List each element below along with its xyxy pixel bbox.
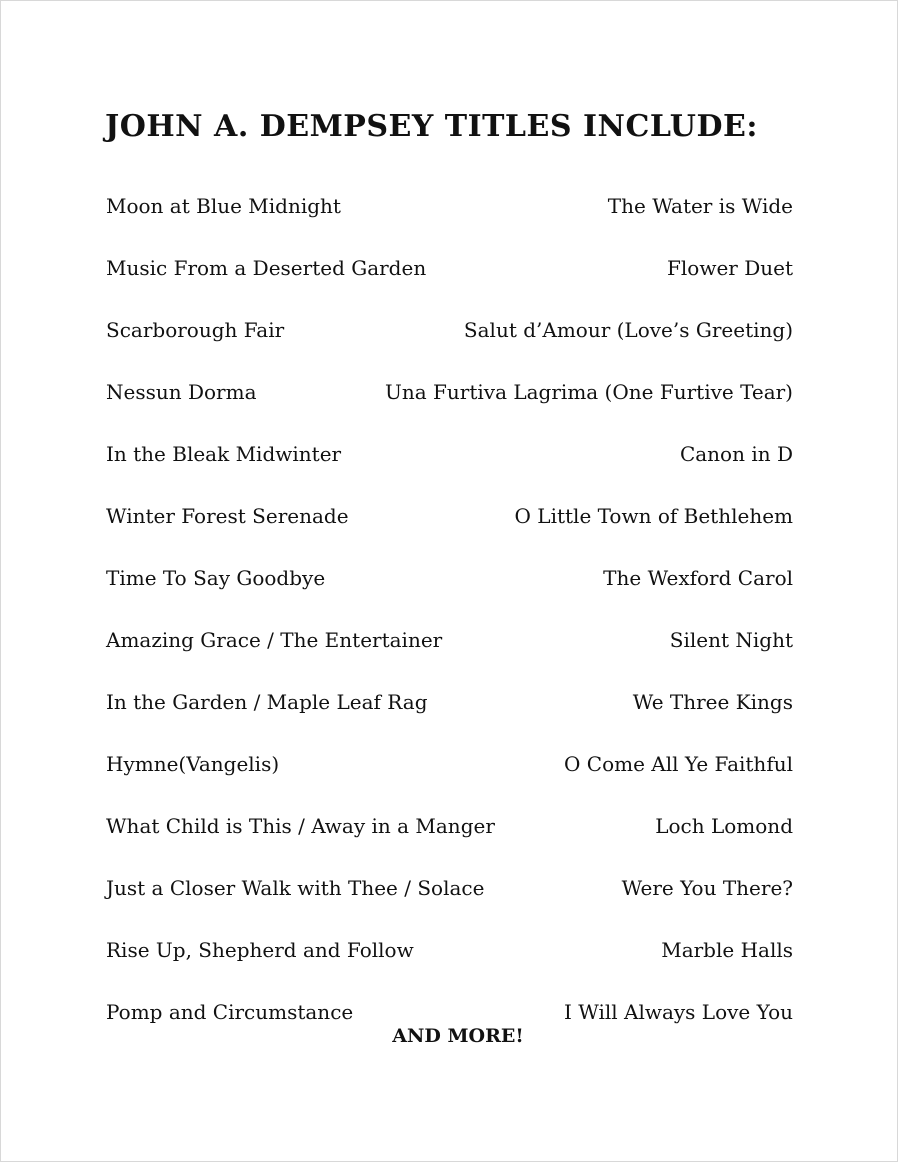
title-row (106, 687, 793, 749)
title-left: Pomp and Circumstance (106, 1000, 354, 1024)
title-left: Moon at Blue Midnight (106, 194, 341, 218)
title-right: Silent Night (669, 628, 793, 652)
title-left: In the Bleak Midwinter (106, 442, 342, 466)
title-left: Scarborough Fair (106, 318, 285, 342)
title-row (106, 191, 793, 253)
title-left: Time To Say Goodbye (106, 566, 326, 590)
title-right: Were You There? (621, 876, 793, 900)
title-right: Una Furtiva Lagrima (One Furtive Tear) (385, 380, 793, 404)
title-right: The Wexford Carol (603, 566, 793, 590)
title-row (106, 749, 793, 811)
title-right: Flower Duet (667, 256, 793, 280)
titles-list (106, 191, 793, 1059)
title-right: O Come All Ye Faithful (564, 752, 793, 776)
title-left: What Child is This / Away in a Manger (106, 814, 495, 838)
title-right: We Three Kings (632, 690, 793, 714)
title-row (106, 811, 793, 873)
title-left: Hymne(Vangelis) (106, 752, 280, 776)
title-row (106, 439, 793, 501)
title-row (106, 315, 793, 377)
title-row (106, 625, 793, 687)
page-title: JOHN A. DEMPSEY TITLES INCLUDE: (105, 109, 758, 144)
title-row (106, 377, 793, 439)
title-row (106, 563, 793, 625)
title-right: I Will Always Love You (563, 1000, 793, 1024)
title-left: Nessun Dorma (106, 380, 257, 404)
and-more-note: AND MORE! (392, 1025, 524, 1047)
title-right: O Little Town of Bethlehem (514, 504, 793, 528)
title-row (106, 253, 793, 315)
title-right: Canon in D (679, 442, 793, 466)
title-left: Winter Forest Serenade (106, 504, 349, 528)
title-row (106, 935, 793, 997)
title-right: The Water is Wide (607, 194, 793, 218)
title-left: In the Garden / Maple Leaf Rag (106, 690, 428, 714)
title-right: Marble Halls (661, 938, 793, 962)
title-row (106, 873, 793, 935)
title-left: Amazing Grace / The Entertainer (106, 628, 443, 652)
title-row (106, 501, 793, 563)
title-right: Loch Lomond (655, 814, 793, 838)
title-left: Rise Up, Shepherd and Follow (106, 938, 414, 962)
title-left: Music From a Deserted Garden (106, 256, 427, 280)
title-right: Salut d’Amour (Love’s Greeting) (463, 318, 793, 342)
title-left: Just a Closer Walk with Thee / Solace (106, 876, 485, 900)
